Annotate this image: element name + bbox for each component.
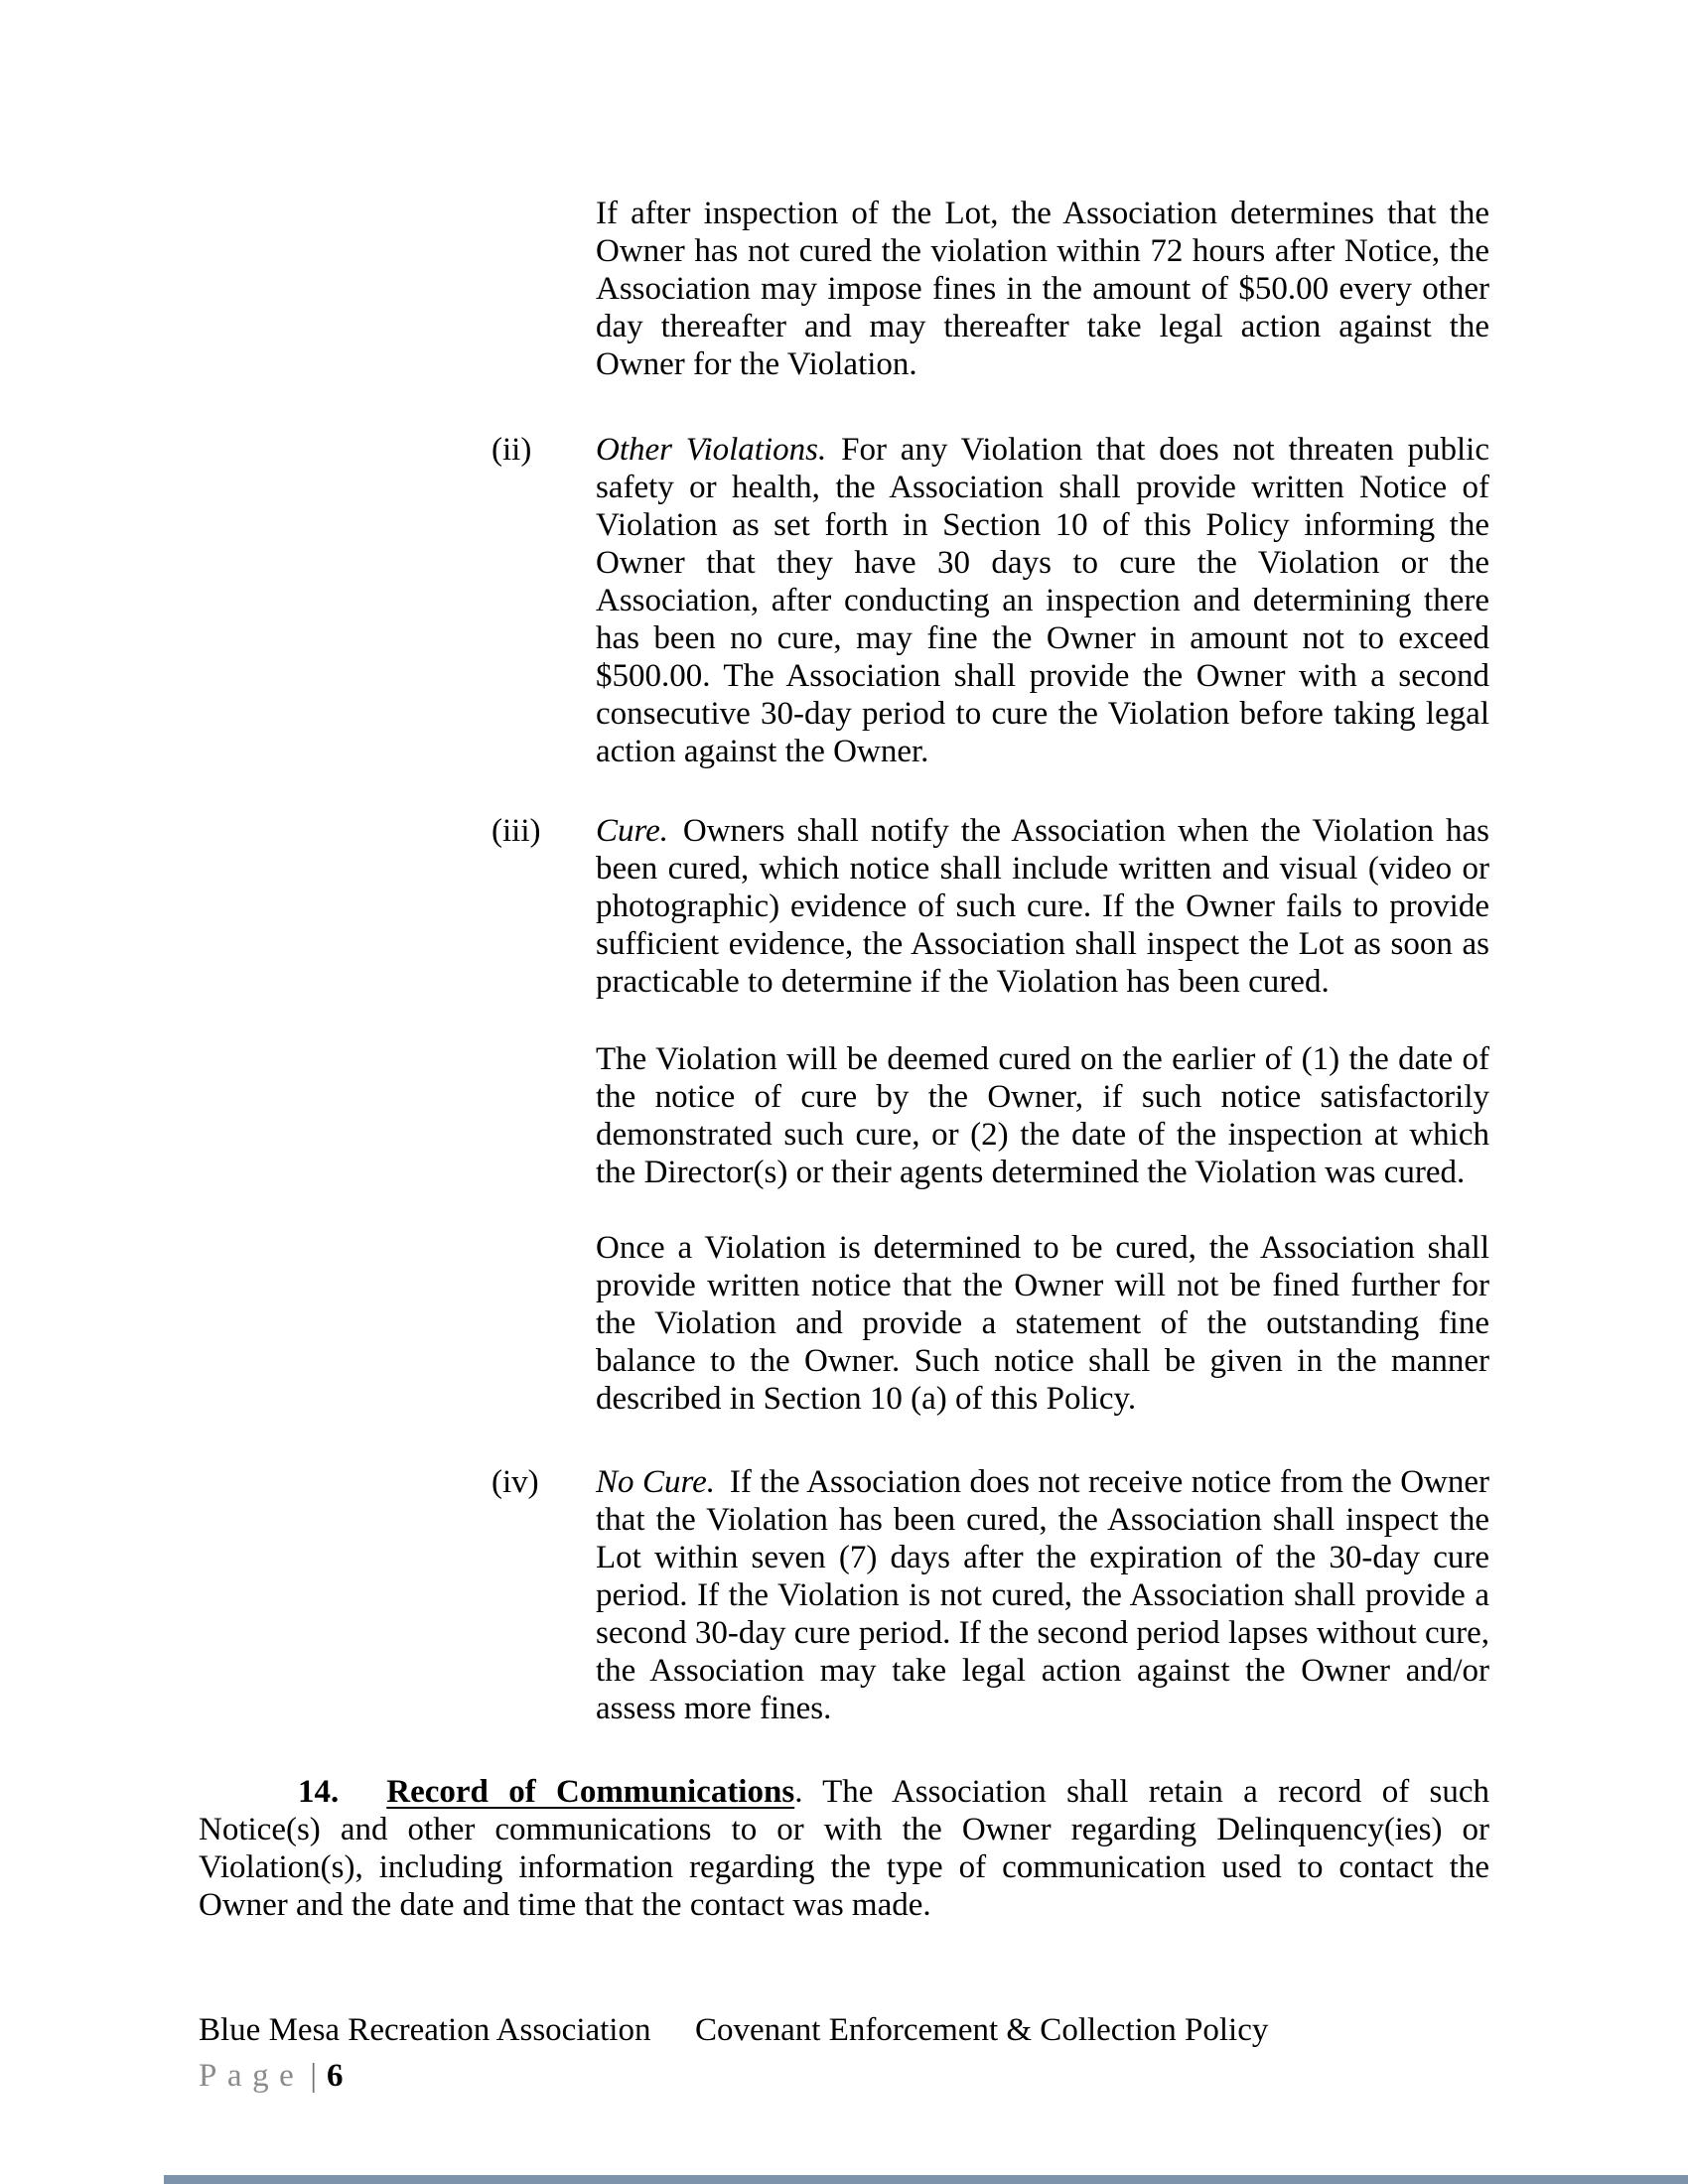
footer-title-line <box>199 2009 1489 2051</box>
list-item-body <box>596 1463 1489 1727</box>
paragraph-deemed-cured: The Violation will be deemed cured on the earlier of (1) the date of the notice of cure by the Owner, if such notice satisfactorily demonstrated such cure, or (2) the date of the inspection at which the Director(s) or their agents determined the Violation was cured. <box>596 1041 1489 1190</box>
list-item-cure <box>492 812 1489 1001</box>
list-item-no-cure <box>492 1463 1489 1727</box>
list-item-other-violations <box>492 431 1489 770</box>
list-item-body <box>596 812 1489 1001</box>
list-item-text: For any Violation that does not threaten public safety or health, the Association shall provide written Notice of Violation as set forth in Section 10 of this Policy informing the Owner that they have 30 days to cure the Violation or the Association, after conducting an inspection and determining there has been no cure, may fine the Owner in amount not to exceed $500.00. The Association shall provide the Owner with a second consecutive 30-day period to cure the Violation before taking legal action against the Owner. <box>596 432 1489 769</box>
list-marker-ii: (ii) <box>492 432 532 468</box>
list-item-text: Owners shall notify the Association when the Violation has been cured, which notice shall include written and visual (video or photographic) evidence of such cure. If the Owner fails to provide sufficient evidence, the Association shall inspect the Lot as soon as practicable to determine if the Violation has been cured. <box>596 813 1489 1000</box>
paragraph-once-cured-notice: Once a Violation is determined to be cured, the Association shall provide written notice that the Owner will not be fined further for the Violation and provide a statement of the outstanding fine balance to the Owner. Such notice shall be given in the manner described in Section 10 (a) of this Policy. <box>596 1230 1489 1417</box>
list-marker-iv: (iv) <box>492 1464 539 1500</box>
footer-page-separator: | <box>310 2058 317 2094</box>
footer-page-label: Page <box>199 2058 305 2094</box>
section-number: 14. <box>298 1774 340 1810</box>
footer-association-name: Blue Mesa Recreation Association <box>199 2012 651 2048</box>
footer-page-line <box>199 2055 1489 2097</box>
section-body-text: . The Association shall retain a record of such Notice(s) and other communications to or with the Owner regarding Delinquency(ies) or Violation(s), including information regarding the type of communication used to contact the Owner and the date and time that the contact was made. <box>199 1774 1489 1923</box>
section-14-record-of-communications <box>199 1773 1489 1924</box>
section-heading: Record of Communications <box>386 1774 795 1810</box>
list-item-body <box>596 431 1489 770</box>
paragraph-fines-after-inspection: If after inspection of the Lot, the Association determines that the Owner has not cured the violation within 72 hours after Notice, the Association may impose fines in the amount of $50.00 every other day thereafter and may thereafter take legal action against the Owner for the Violation. <box>596 196 1489 382</box>
footer-document-title: Covenant Enforcement & Collection Policy <box>695 2012 1269 2048</box>
list-item-lead-no-cure: No Cure. <box>596 1464 715 1500</box>
list-item-text: If the Association does not receive notice from the Owner that the Violation has been cured, the Association shall inspect the Lot within seven (7) days after the expiration of the 30-day cure period. If the Violation is not cured, the Association shall provide a second 30-day cure period. If the second period lapses without cure, the Association may take legal action against the Owner and/or assess more fines. <box>596 1464 1489 1726</box>
list-marker-iii: (iii) <box>492 813 541 849</box>
list-item-lead-other-violations: Other Violations. <box>596 432 827 468</box>
list-item-lead-cure: Cure. <box>596 813 669 849</box>
page-footer <box>199 2009 1489 2097</box>
footer-page-number: 6 <box>327 2058 344 2094</box>
bottom-edge-bar <box>164 2175 1688 2184</box>
